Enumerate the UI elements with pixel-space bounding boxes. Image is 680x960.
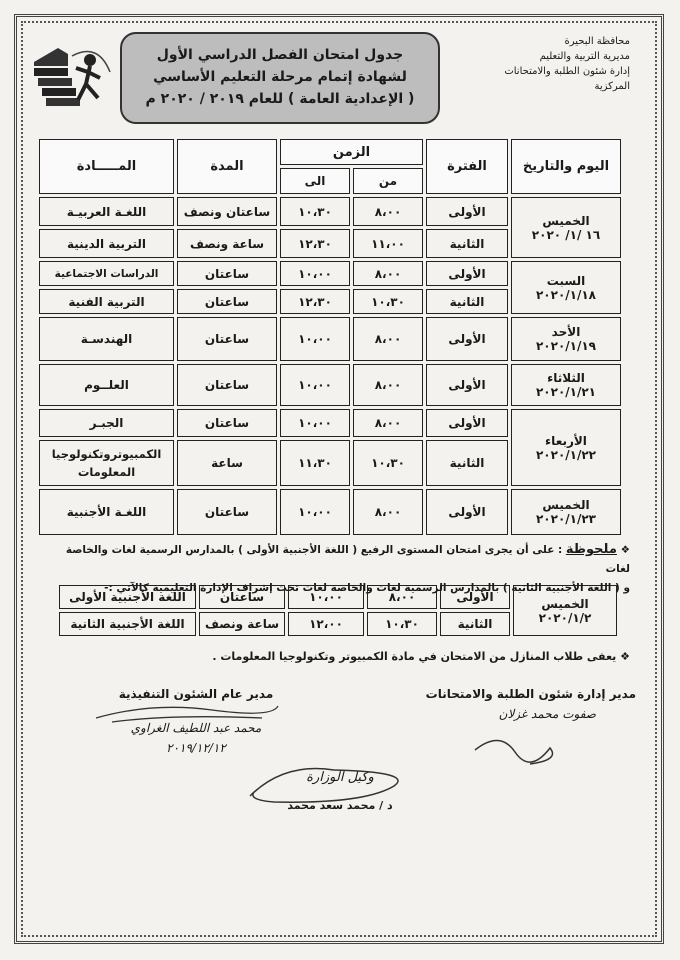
time-from-cell: ١٠،٣٠ xyxy=(353,289,423,314)
time-to-cell: ١٢،٣٠ xyxy=(280,229,350,258)
day-name: الأحد xyxy=(551,325,581,339)
period-cell: الأولى xyxy=(426,364,508,406)
duration-cell: ساعتان xyxy=(177,289,277,314)
day-name: السبت xyxy=(546,273,586,288)
day-cell xyxy=(511,364,621,406)
period-cell: الأولى xyxy=(426,261,508,286)
day-date: ٢٠٢٠/١/١٨ xyxy=(535,287,597,302)
time-from-cell: ٨،٠٠ xyxy=(353,197,423,226)
time-to-cell: ١٢،٠٠ xyxy=(288,612,364,636)
period-cell: الأولى xyxy=(426,489,508,535)
gov-line-4: المركزية xyxy=(594,81,630,92)
note-label: ملحوظة xyxy=(565,542,617,557)
time-from-cell: ٨،٠٠ xyxy=(353,364,423,406)
period-cell: الأولى xyxy=(426,317,508,361)
day-cell xyxy=(511,489,621,535)
period-cell: الثانية xyxy=(426,440,508,486)
duration-cell: ساعة xyxy=(177,440,277,486)
duration-cell: ساعة ونصف xyxy=(177,229,277,258)
period-cell: الأولى xyxy=(426,197,508,226)
subject-cell: الكمبيوتروتكنولوجيا المعلومات xyxy=(39,440,174,486)
subject-cell: التربية الدينية xyxy=(39,229,174,258)
exemption-note: ❖ يعفى طلاب المنازل من الامتحان في مادة الكمبيوتر وتكنولوجيا المعلومات . xyxy=(212,650,630,663)
governorate-header xyxy=(480,34,630,94)
duration-cell: ساعة ونصف xyxy=(199,612,285,636)
time-from-cell: ١٠،٣٠ xyxy=(353,440,423,486)
duration-cell: ساعتان xyxy=(177,317,277,361)
header-subject: المـــــادة xyxy=(39,139,174,194)
duration-cell: ساعتان ونصف xyxy=(177,197,277,226)
header-time: الزمن xyxy=(280,139,423,165)
day-cell xyxy=(511,197,621,258)
handwritten-signature-left-icon xyxy=(92,696,282,726)
title-line-1: جدول امتحان الفصل الدراسي الأول xyxy=(156,47,404,63)
header-period: الفترة xyxy=(426,139,508,194)
signature-right-name: صفوت محمد غزلان xyxy=(498,707,596,721)
time-from-cell: ٨،٠٠ xyxy=(353,261,423,286)
signature-center-name: د / محمد سعد محمد xyxy=(287,799,393,812)
day-date: ٢٠٢٠/١/١٩ xyxy=(535,339,597,353)
duration-cell: ساعتان xyxy=(177,409,277,437)
time-from-cell: ٨،٠٠ xyxy=(367,585,437,609)
time-from-cell: ٨،٠٠ xyxy=(353,317,423,361)
gov-line-1: محافظة البحيرة xyxy=(564,36,630,47)
day-cell xyxy=(511,317,621,361)
time-to-cell: ١٠،٠٠ xyxy=(280,364,350,406)
day-cell xyxy=(511,409,621,486)
duration-cell: ساعتان xyxy=(177,489,277,535)
day-name: الخميس xyxy=(541,596,589,611)
day-name: الخميس xyxy=(542,498,590,512)
day-cell xyxy=(511,261,621,314)
subject-cell: اللغة الأجنبية الأولى xyxy=(59,585,196,609)
note-line-1: ❖ ملحوظة : على أن يجرى امتحان المستوى الرفيع ( اللغة الأجنبية الأولى ) بالمدارس الرسمية لغات والخاصة لغات xyxy=(65,542,630,575)
time-from-cell: ١٠،٣٠ xyxy=(367,612,437,636)
time-to-cell: ١٠،٠٠ xyxy=(280,409,350,437)
gov-line-3: إدارة شئون الطلبة والامتحانات xyxy=(504,66,630,77)
foreign-language-table xyxy=(56,582,620,639)
handwritten-signature-center-icon xyxy=(244,752,420,812)
duration-cell: ساعتان xyxy=(177,261,277,286)
time-from-cell: ٨،٠٠ xyxy=(353,489,423,535)
duration-cell: ساعتان xyxy=(199,585,285,609)
period-cell: الثانية xyxy=(426,229,508,258)
time-to-cell: ١٠،٠٠ xyxy=(280,317,350,361)
period-cell: الثانية xyxy=(440,612,510,636)
day-name: الأربعاء xyxy=(545,433,587,448)
subject-cell: التربية الفنية xyxy=(39,289,174,314)
gov-line-2: مديرية التربية والتعليم xyxy=(539,51,630,62)
note-text-1: : على أن يجرى امتحان المستوى الرفيع ( اللغة الأجنبية الأولى ) بالمدارس الرسمية لغات والخاصة لغات xyxy=(65,544,630,575)
day-name: الثلاثاء xyxy=(547,371,585,385)
directorate-logo-icon xyxy=(28,44,112,114)
day-cell xyxy=(513,585,617,636)
time-to-cell: ١٠،٠٠ xyxy=(280,261,350,286)
period-cell: الثانية xyxy=(426,289,508,314)
subject-cell: الهندسـة xyxy=(39,317,174,361)
handwritten-signature-right-icon xyxy=(470,730,570,770)
signature-left-name: محمد عبد اللطيف الغراوي xyxy=(130,721,262,735)
subject-cell: الدراسات الاجتماعية xyxy=(39,261,174,286)
day-date: ٢٠٢٠/١/٢١ xyxy=(535,385,597,399)
time-to-cell: ١٠،٠٠ xyxy=(280,489,350,535)
header-to: الى xyxy=(280,168,350,194)
time-from-cell: ١١،٠٠ xyxy=(353,229,423,258)
document-title-box xyxy=(120,32,440,124)
time-from-cell: ٨،٠٠ xyxy=(353,409,423,437)
time-to-cell: ١١،٣٠ xyxy=(280,440,350,486)
period-cell: الأولى xyxy=(440,585,510,609)
day-date: ٢٠٢٠/١/٢٣ xyxy=(535,512,597,526)
day-name: الخميس xyxy=(542,213,590,228)
header-duration: المدة xyxy=(177,139,277,194)
subject-cell: اللغـة العربيـة xyxy=(39,197,174,226)
title-line-2: لشهادة إتمام مرحلة التعليم الأساسي xyxy=(153,69,407,85)
signature-left-title: مدير عام الشئون التنفيذية xyxy=(118,687,274,701)
signature-center-title: وكيل الوزارة xyxy=(306,770,374,785)
subject-cell: الجبـر xyxy=(39,409,174,437)
subject-cell: اللغـة الأجنبية xyxy=(39,489,174,535)
time-to-cell: ١٠،٠٠ xyxy=(288,585,364,609)
period-cell: الأولى xyxy=(426,409,508,437)
header-day-date: اليوم والتاريخ xyxy=(511,139,621,194)
time-to-cell: ١٠،٣٠ xyxy=(280,197,350,226)
signature-left-date: ٢٠١٩/١٢/١٢ xyxy=(166,741,226,755)
subject-cell: العلــوم xyxy=(39,364,174,406)
exam-schedule-table xyxy=(36,136,624,538)
header-from: من xyxy=(353,168,423,194)
day-date: ١٦ /١/ ٢٠٢٠ xyxy=(531,227,601,242)
title-line-3: ( الإعدادية العامة ) للعام ٢٠١٩ / ٢٠٢٠ م xyxy=(145,91,415,107)
exemption-text: يعفى طلاب المنازل من الامتحان في مادة الكمبيوتر وتكنولوجيا المعلومات . xyxy=(212,650,617,663)
subject-cell: اللغة الأجنبية الثانية xyxy=(59,612,196,636)
day-date: ٢٠٢٠/١/٢ xyxy=(538,610,592,625)
signature-right-title: مدير إدارة شئون الطلبة والامتحانات xyxy=(425,687,636,701)
day-date: ٢٠٢٠/١/٢٢ xyxy=(535,447,597,462)
time-to-cell: ١٢،٣٠ xyxy=(280,289,350,314)
signature-right xyxy=(406,684,636,724)
note-text-2: و ( اللغة الأجنبية الثانية ) بالمدارس الرسمية لغات والخاصة لغات تحت إشراف الإدارة التعليمية كالآتي :- xyxy=(104,582,630,594)
duration-cell: ساعتان xyxy=(177,364,277,406)
